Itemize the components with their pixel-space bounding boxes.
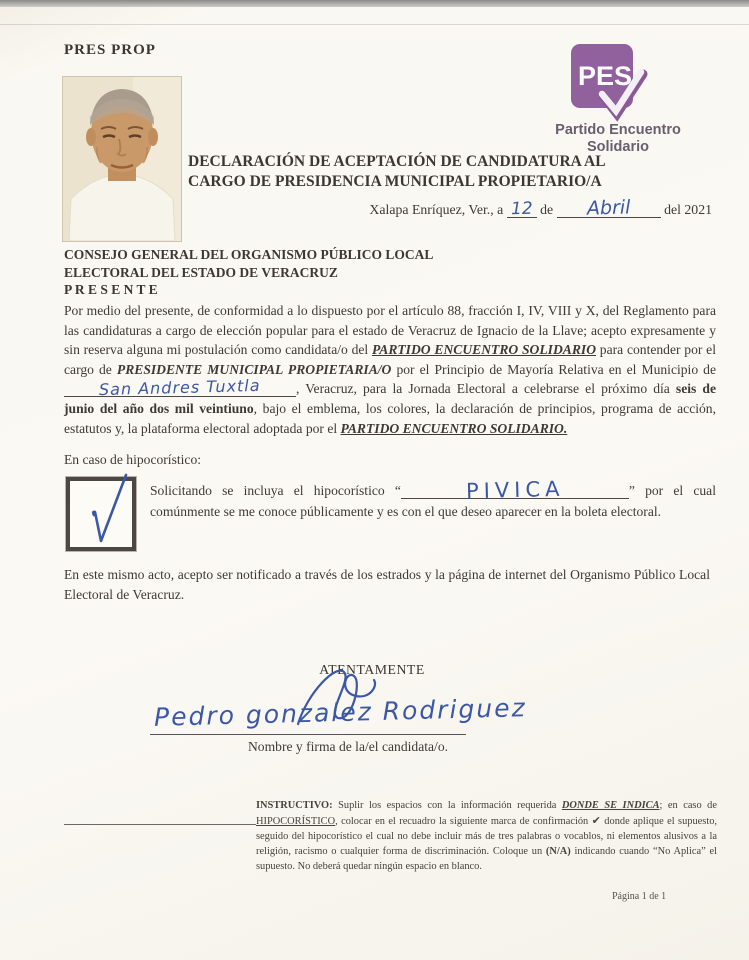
instructivo-seg4: donde aplique el supuesto, seguido del hipocorístico el cual no debe incluir más de tres palabras o vocablos, ni elementos alusivos a la religión, racismo o cualquier forma de discriminación. Coloque un — [256, 815, 717, 857]
candidate-photo — [62, 76, 182, 242]
instructivo-seg3: , colocar en el recuadro la siguiente marca de confirmación — [335, 815, 592, 827]
handwritten-check-icon — [78, 467, 134, 551]
instructivo-seg2: ; en caso de — [659, 800, 717, 811]
na-bold: (N/A) — [545, 845, 571, 857]
instructivo-label: INSTRUCTIVO: — [256, 800, 333, 811]
notification-paragraph: En este mismo acto, acepto ser notificado a través de los estrados y la página de internet del Organismo Público Local Electoral de Veracruz. — [64, 567, 710, 602]
form-code-label: PRES PROP — [64, 42, 156, 58]
scan-edge-artifact — [0, 0, 749, 7]
document-title — [188, 152, 718, 192]
signature-name-handwritten: Pedro gonzalez Rodriguez — [153, 693, 527, 732]
election-date-bold: seis de junio del año dos mil veintiuno — [64, 381, 716, 416]
document-title-line2: CARGO DE PRESIDENCIA MUNICIPAL PROPIETARIO/A — [188, 173, 602, 190]
pes-logo — [571, 44, 633, 108]
blank-line — [64, 824, 256, 825]
day-handwritten: 12 — [510, 198, 533, 220]
dateline — [369, 196, 712, 220]
addressee-line3: P R E S E N T E — [64, 282, 158, 297]
closing-heading: ATENTAMENTE — [319, 662, 425, 677]
scan-crease-artifact — [0, 24, 749, 25]
municipality-handwritten: San Andres Tuxtla — [98, 376, 261, 400]
party-logo-block — [555, 44, 729, 156]
hipocoristico-paragraph — [150, 476, 716, 522]
body-seg5: , bajo el emblema, los colores, la declaración de principios, programa de acción, estatutos y, la plataforma electoral adoptada por el — [64, 400, 717, 436]
office-bold: PRESIDENTE MUNICIPAL PROPIETARIA/O — [116, 361, 392, 377]
dateline-suffix: del 2021 — [664, 202, 712, 217]
candidate-photo-image — [63, 77, 181, 241]
municipality-field — [64, 376, 296, 400]
nickname-handwritten: PIVICA — [465, 476, 565, 504]
month-handwritten: Abril — [586, 196, 631, 220]
dateline-prefix: Xalapa Enríquez, Ver., a — [369, 202, 504, 217]
month-field — [557, 196, 661, 220]
instructivo-seg5: indicando cuando “No Aplica” el supuesto. No deberá quedar ningún espacio en blanco. — [256, 845, 717, 872]
signature-caption: Nombre y firma de la/el candidata/o. — [247, 739, 449, 754]
addressee-block — [64, 246, 433, 299]
body-seg2: para contender por el cargo de — [64, 342, 716, 377]
party-name-bold-1: PARTIDO ENCUENTRO SOLIDARIO — [371, 342, 597, 358]
nickname-field — [401, 476, 629, 504]
body-seg4: , Veracruz, para la Jornada Electoral a celebrarse el próximo día — [296, 381, 676, 397]
party-name — [552, 122, 684, 156]
body-seg3: por el Principio de Mayoría Relativa en el Municipio de — [391, 361, 717, 377]
body-seg1: Por medio del presente, de conformidad a lo dispuesto por el artículo 88, fracción I, IV, VIII y X, del Reglamento para las candidaturas a cargo de elección popular para el estado de Veracruz de Ignacio de la Llave; acepto expresamente y sin reserva alguna mi postulación como candidata/o del — [64, 303, 716, 358]
document-title-line1: DECLARACIÓN DE ACEPTACIÓN DE CANDIDATURA AL — [188, 153, 606, 170]
hipocoristico-word: HIPOCORÍSTICO — [256, 815, 336, 827]
party-name-line1: Partido Encuentro — [555, 122, 681, 138]
confirmation-check-glyph: ✔ — [591, 814, 601, 827]
day-field — [507, 198, 537, 220]
party-name-bold-2: PARTIDO ENCUENTRO SOLIDARIO. — [340, 420, 568, 436]
addressee-line1: CONSEJO GENERAL DEL ORGANISMO PÚBLICO LOCAL — [64, 247, 434, 262]
hipocoristico-label: En caso de hipocorístico: — [64, 452, 202, 467]
instructivo-paragraph — [256, 799, 717, 875]
party-name-line2: Solidario — [586, 139, 650, 155]
instructivo-seg1: Suplir los espacios con la información requerida — [332, 800, 562, 811]
page-number: Página 1 de 1 — [612, 891, 667, 902]
donde-se-indica: DONDE SE INDICA — [561, 800, 660, 811]
hipo-seg2: ” por el cual comúnmente se me conoce públicamente y es con el que deseo aparecer en la boleta electoral. — [150, 483, 716, 519]
hipo-seg1: Solicitando se incluya el hipocorístico “ — [150, 483, 401, 498]
signature-line — [150, 734, 466, 735]
hipocoristico-checkbox — [66, 477, 136, 551]
pes-logo-acronym: PES — [578, 60, 633, 91]
declaration-paragraph — [64, 301, 716, 438]
dateline-connector: de — [540, 202, 554, 217]
pes-checkmark-icon — [597, 66, 649, 122]
addressee-line2: ELECTORAL DEL ESTADO DE VERACRUZ — [64, 264, 338, 280]
